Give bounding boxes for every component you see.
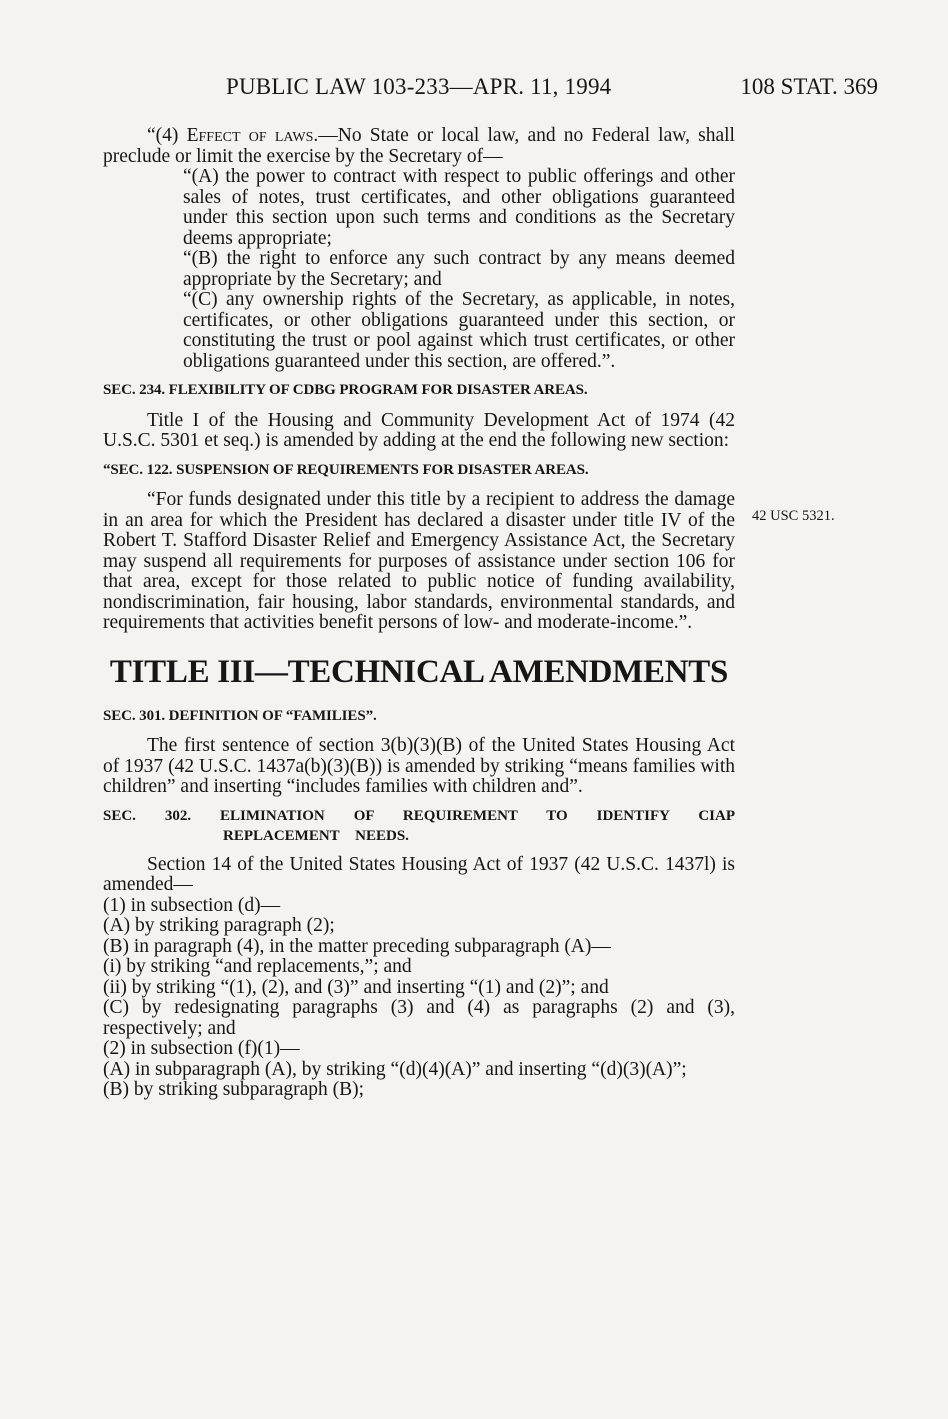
- para4-heading: Effect of laws: [186, 125, 314, 146]
- paragraph-4: [103, 126, 735, 167]
- section-122-text: “For funds designated under this title by a recipient to address the damage in an area for which the President has declared a disaster under title IV of the Robert T. Stafford Disaster Relief and Emergency Assistance Act, the Secretary may suspend all requirements for purposes of assistance under section 106 for that area, except for those related to public notice of funding availability, nondiscrimination, fair housing, labor standards, environmental standards, and requirements that activities benefit persons of low- and moderate-income.”.: [103, 489, 735, 633]
- section-302-text: Section 14 of the United States Housing Act of 1937 (42 U.S.C. 1437l) is amended—: [103, 853, 735, 895]
- list-item: (C) by redesignating paragraphs (3) and (4) as paragraphs (2) and (3), respectively; and: [103, 997, 735, 1039]
- section-302-heading: SEC. 302. ELIMINATION OF REQUIREMENT TO IDENTIFY CIAP REPLACEMENT NEEDS.: [103, 807, 735, 844]
- section-301-text: The first sentence of section 3(b)(3)(B) of the United States Housing Act of 1937 (42 U.S.C. 1437a(b)(3)(B)) is amended by striking “means families with children” and inserting “includes families with children and”.: [103, 735, 735, 797]
- list-item: (ii) by striking “(1), (2), and (3)” and inserting “(1) and (2)”; and: [103, 976, 609, 998]
- header-stat-page: 108 STAT. 369: [740, 74, 878, 99]
- title-iii-heading: TITLE III—TECHNICAL AMENDMENTS: [109, 653, 729, 690]
- section-234-heading: SEC. 234. FLEXIBILITY OF CDBG PROGRAM FOR DISASTER AREAS.: [103, 382, 588, 398]
- list-item: (B) by striking subparagraph (B);: [103, 1079, 365, 1100]
- list-item: “(A) the power to contract with respect to public offerings and other sales of notes, trust certificates, and other obligations guaranteed under this section upon such terms and conditions as the Secretary deems appropriate;: [183, 166, 735, 249]
- header-title: PUBLIC LAW 103-233—APR. 11, 1994: [226, 74, 612, 99]
- list-item: (B) in paragraph (4), in the matter preceding subparagraph (A)—: [103, 935, 611, 957]
- list-item: “(B) the right to enforce any such contract by any means deemed appropriate by the Secretary; and: [183, 248, 735, 290]
- list-item: (A) in subparagraph (A), by striking “(d)(4)(A)” and inserting “(d)(3)(A)”;: [103, 1058, 687, 1080]
- page-header: [100, 74, 878, 106]
- para4-items: [183, 167, 735, 372]
- section-302-items: [103, 896, 735, 1101]
- section-301-heading: SEC. 301. DEFINITION OF “FAMILIES”.: [103, 707, 377, 724]
- list-item: (2) in subsection (f)(1)—: [103, 1038, 300, 1059]
- list-item: (i) by striking “and replacements,”; and: [103, 956, 412, 977]
- document-body: [103, 126, 735, 1101]
- section-122-heading: “SEC. 122. SUSPENSION OF REQUIREMENTS FOR DISASTER AREAS.: [103, 461, 589, 478]
- list-item: (1) in subsection (d)—: [103, 894, 281, 916]
- para4-text: .—No State or local law, and no Federal law, shall preclude or limit the exercise by the Secretary of—: [103, 125, 735, 167]
- list-item: “(C) any ownership rights of the Secretary, as applicable, in notes, certificates, or other obligations guaranteed under this section, or constituting the trust or pool against which trust certificates, or other obligations guaranteed under this section, are offered.”.: [183, 289, 735, 372]
- section-234-text: Title I of the Housing and Community Development Act of 1974 (42 U.S.C. 5301 et seq.) is amended by adding at the end the following new section:: [103, 409, 735, 451]
- margin-citation: 42 USC 5321.: [752, 508, 835, 524]
- para4-lead: “(4): [147, 125, 187, 146]
- list-item: (A) by striking paragraph (2);: [103, 915, 335, 936]
